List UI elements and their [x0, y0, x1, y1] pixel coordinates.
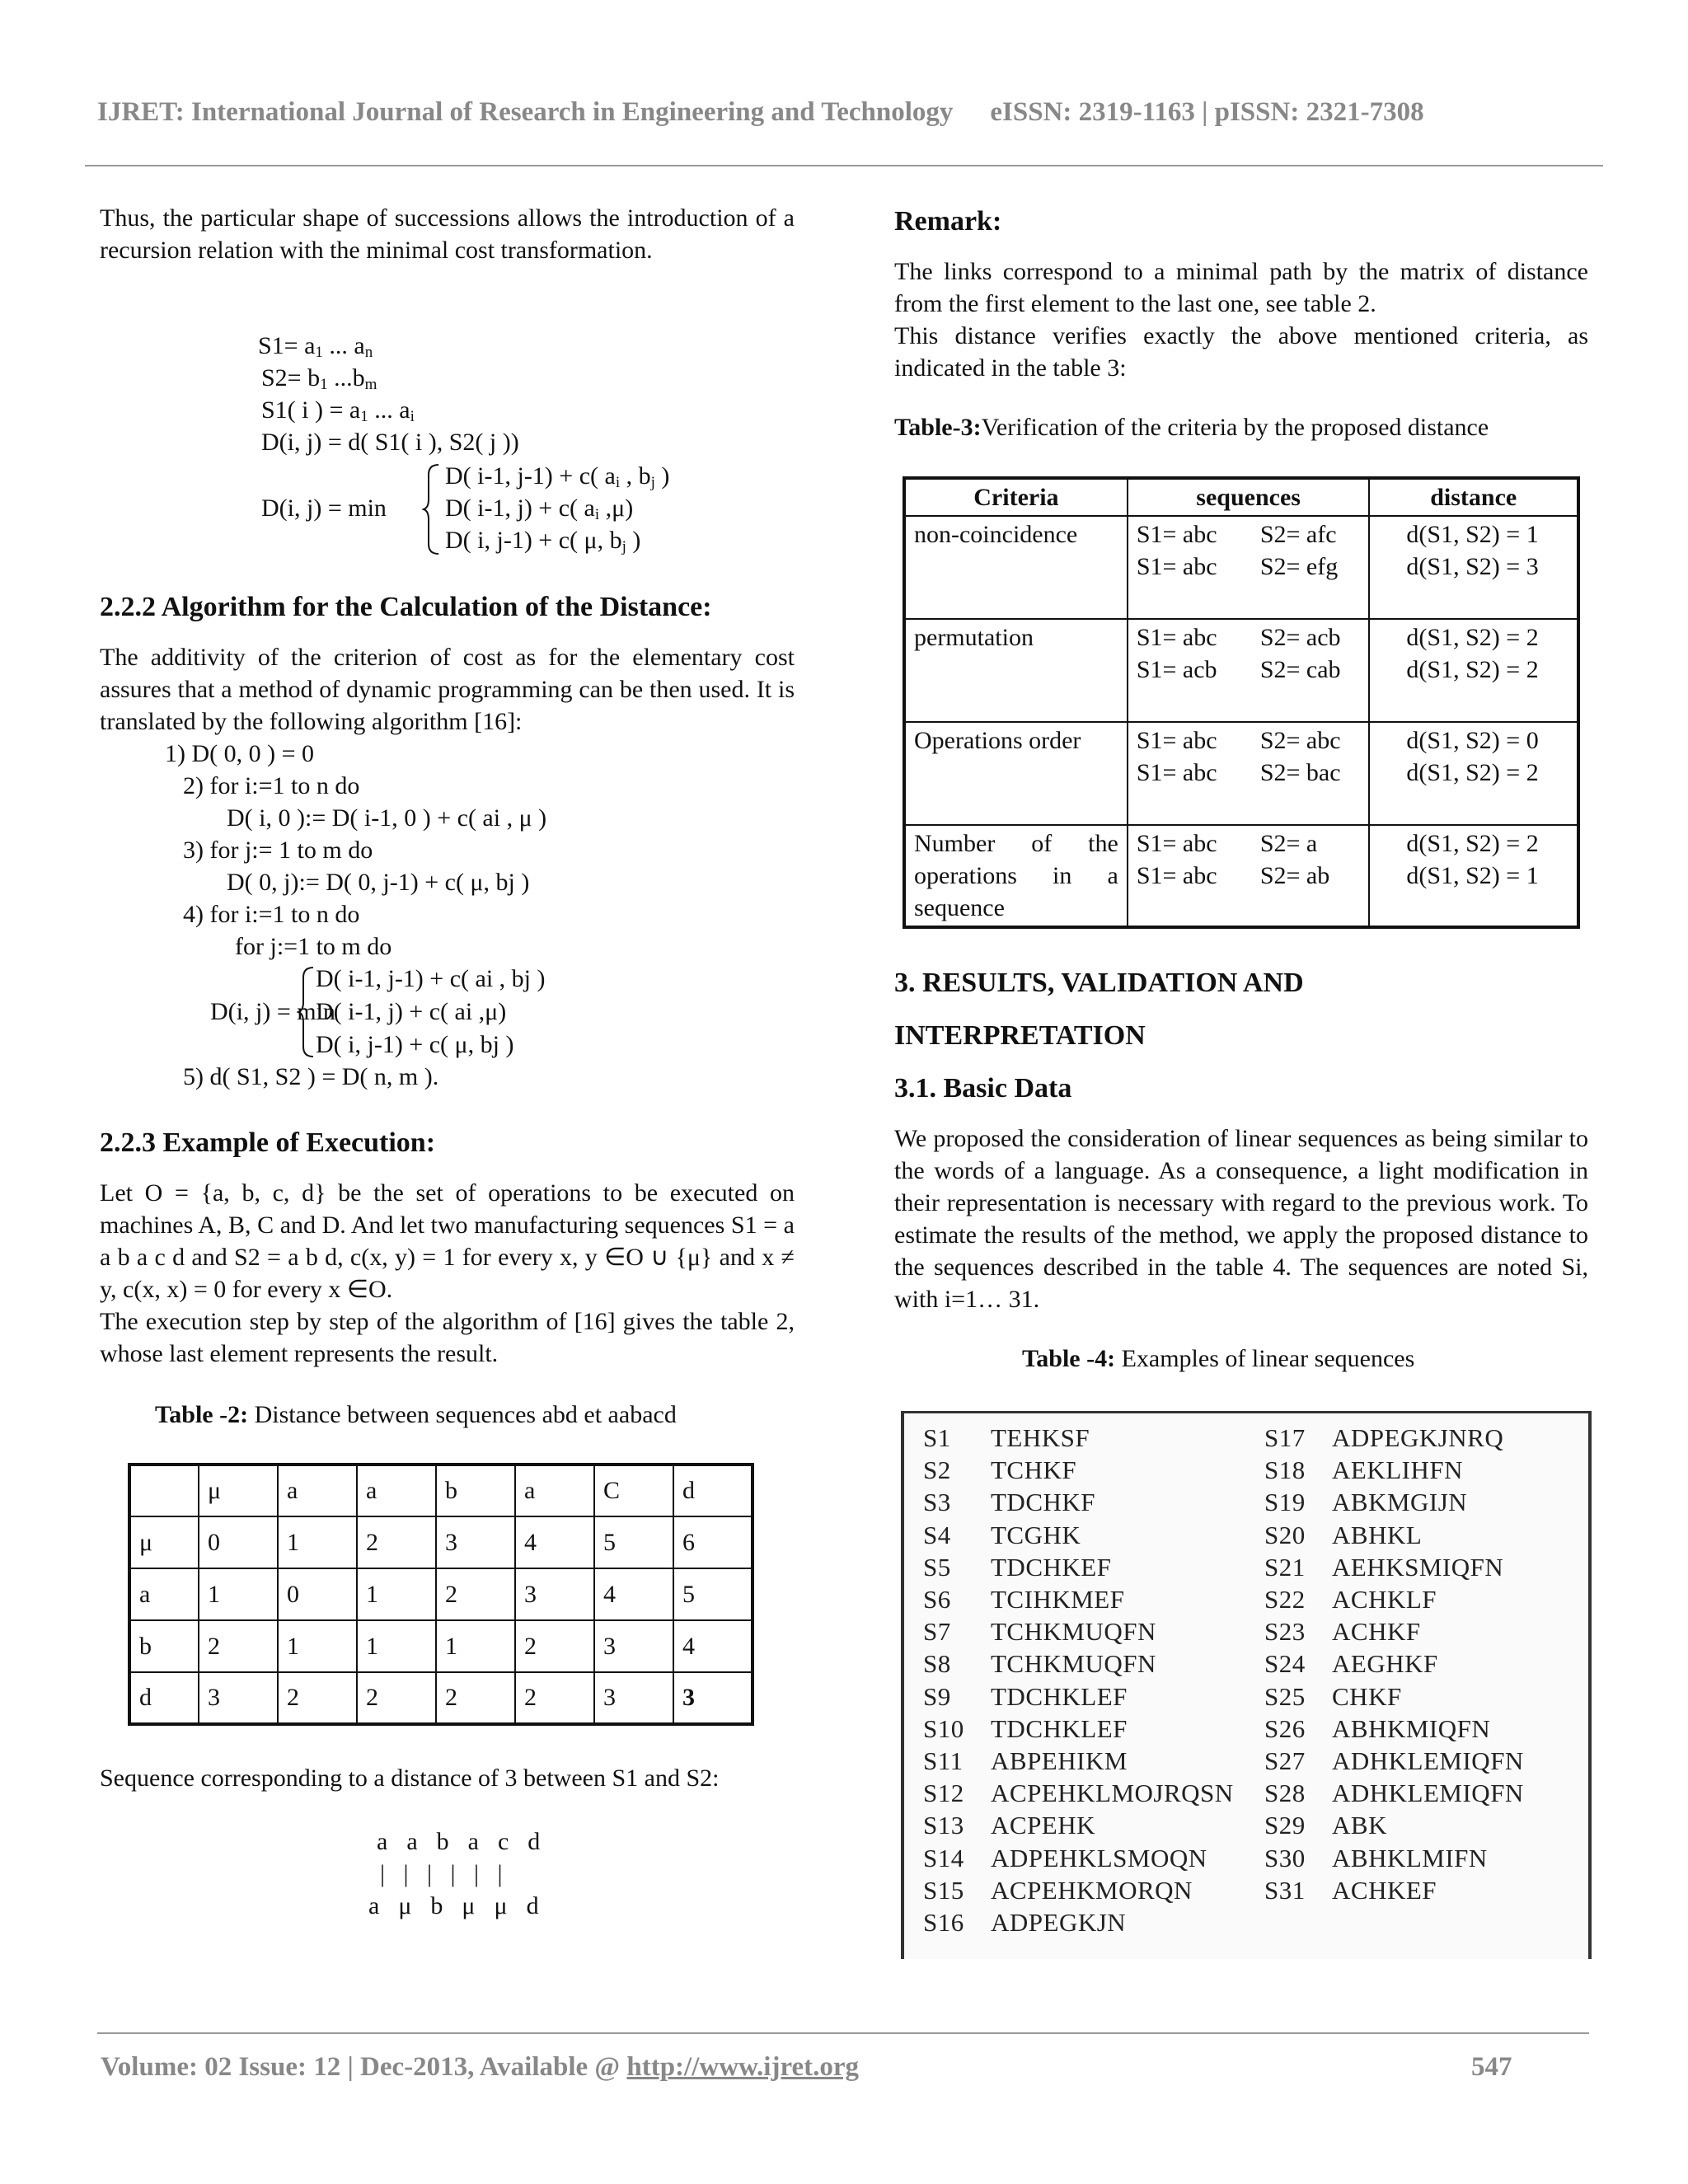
section-2-2-3-text: Let O = {a, b, c, d} be the set of operations to be executed on machines A, B, C and D. And let two manufacturing sequences S1 = a a b a c d and S2 = a b d, c(x, y) = 1 for every x, y ∈O ∪ {μ} and x ≠ y, c(x, x) = 0 for every x ∈O. — [100, 1179, 795, 1303]
list-item: S2 TCHKF — [923, 1455, 1077, 1485]
list-item: S1 TEHKSF — [923, 1423, 1090, 1452]
table-cell: 3 — [594, 1620, 673, 1672]
remark-heading: Remark: — [894, 206, 1002, 237]
list-item: S28 ADHKLEMIQFN — [1264, 1779, 1524, 1808]
table-cell: 5 — [673, 1568, 753, 1620]
journal-title: IJRET: International Journal of Research in Engineering and Technology — [97, 97, 954, 127]
left-brace-1 — [422, 462, 442, 557]
table-row — [129, 1672, 753, 1724]
list-item: S6 TCIHKMEF — [923, 1585, 1125, 1615]
table-cell: 3 — [199, 1672, 278, 1724]
distance-cell: d(S1, S2) = 0 d(S1, S2) = 2 — [1369, 722, 1578, 825]
eq-rec-1: D( i-1, j-1) + c( $a_i$ , $b_j$ ) — [445, 462, 670, 491]
table-row — [904, 722, 1578, 825]
alignment-bottom: a μ b μ μ d — [368, 1892, 539, 1919]
table-cell: 2 — [515, 1672, 594, 1724]
algo-line-10: D( i, j-1) + c( μ, bj ) — [316, 1031, 514, 1058]
table-cell: 1 — [357, 1620, 436, 1672]
list-item: S17 ADPEGKJNRQ — [1264, 1423, 1504, 1452]
list-item: S27 ADHKLEMIQFN — [1264, 1746, 1524, 1776]
table-cell: 1 — [357, 1568, 436, 1620]
list-item: S11 ABPEHIKM — [923, 1746, 1128, 1776]
table-cell: 2 — [278, 1672, 357, 1724]
sequence-list-right — [1264, 1422, 1524, 1906]
table-cell: 2 — [357, 1672, 436, 1724]
list-item: S13 ACPEHK — [923, 1811, 1096, 1840]
table-cell: a — [129, 1568, 199, 1620]
running-header — [97, 97, 1424, 128]
list-item: S3 TDCHKF — [923, 1488, 1096, 1517]
sequences-header: sequences — [1128, 478, 1370, 516]
section-2-2-2-text: The additivity of the criterion of cost as for the elementary cost assures that a method of dynamic programming can be then used. It is translated by the following algorithm [16]: — [100, 644, 795, 735]
table-cell: 2 — [515, 1620, 594, 1672]
list-item: S23 ACHKF — [1264, 1617, 1421, 1647]
sequence-caption: Sequence corresponding to a distance of 3 between S1 and S2: — [100, 1765, 720, 1792]
eq-s1: $S1= a_1$ ... $a_n$ — [258, 332, 373, 361]
table-cell: b — [129, 1620, 199, 1672]
sequences-cell: S1= abc S2= acb S1= acb S2= cab — [1128, 619, 1370, 722]
list-item: S22 ACHKLF — [1264, 1585, 1437, 1615]
table-cell: 0 — [199, 1516, 278, 1568]
distance-header: distance — [1369, 478, 1578, 516]
algo-line-3: D( i, 0 ):= D( i-1, 0 ) + c( ai , μ ) — [227, 804, 547, 832]
table-cell: 6 — [673, 1516, 753, 1568]
table-cell: 4 — [594, 1568, 673, 1620]
sequence-list-image — [901, 1411, 1592, 1959]
table-cell: 3 — [673, 1672, 753, 1724]
list-item: S19 ABKMGIJN — [1264, 1488, 1468, 1517]
table3-caption: Table-3:Verification of the criteria by the proposed distance — [894, 414, 1489, 441]
table-cell: 1 — [278, 1516, 357, 1568]
algo-line-5: D( 0, j):= D( 0, j-1) + c( μ, bj ) — [227, 869, 530, 896]
section-2-2-3-text-2: The execution step by step of the algorithm of [16] gives the table 2, whose last element represents the result. — [100, 1308, 795, 1367]
distance-cell: d(S1, S2) = 2 d(S1, S2) = 1 — [1369, 825, 1578, 927]
intro-paragraph: Thus, the particular shape of successions allows the introduction of a recursion relation with the minimal cost transformation. — [100, 204, 795, 264]
table4-caption: Table -4: Examples of linear sequences — [1022, 1345, 1415, 1372]
criteria-header: Criteria — [904, 478, 1128, 516]
criteria-cell: Number of the operations in a sequence — [904, 825, 1128, 927]
table-cell: 1 — [278, 1620, 357, 1672]
list-item: S18 AEKLIHFN — [1264, 1455, 1463, 1485]
eq-s1i: S1( i ) = $a_1$ ... $a_i$ — [261, 396, 415, 425]
section-2-2-2-heading: 2.2.2 Algorithm for the Calculation of the Distance: — [100, 592, 712, 622]
algo-line-1: 1) D( 0, 0 ) = 0 — [165, 740, 315, 767]
alignment-top: a a b a c d — [377, 1828, 541, 1855]
table-row — [129, 1516, 753, 1568]
table-cell: a — [357, 1465, 436, 1516]
remark-text: The links correspond to a minimal path by the matrix of distance from the first element to the last one, see table 2. — [894, 258, 1588, 317]
table-cell: 3 — [594, 1672, 673, 1724]
remark-text-2: This distance verifies exactly the above mentioned criteria, as indicated in the table 3: — [894, 322, 1588, 382]
algo-line-2: 2) for i:=1 to n do — [183, 772, 360, 799]
table-cell: 2 — [436, 1672, 515, 1724]
table-row — [904, 619, 1578, 722]
table-cell: b — [436, 1465, 515, 1516]
distance-table — [128, 1463, 754, 1726]
section-3-heading-line2: INTERPRETATION — [894, 1020, 1146, 1051]
algo-line-9: D( i-1, j) + c( ai ,μ) — [316, 998, 507, 1025]
table-cell: 3 — [436, 1516, 515, 1568]
table-cell: a — [278, 1465, 357, 1516]
list-item: S8 TCHKMUQFN — [923, 1649, 1156, 1679]
list-item: S15 ACPEHKMORQN — [923, 1875, 1193, 1905]
section-2-2-3-heading: 2.2.3 Example of Execution: — [100, 1127, 436, 1158]
algo-line-8: D( i-1, j-1) + c( ai , bj ) — [316, 965, 546, 992]
header-rule — [85, 165, 1603, 166]
journal-link[interactable]: http://www.ijret.org — [626, 2052, 860, 2082]
table-cell — [129, 1465, 199, 1516]
table-cell: d — [673, 1465, 753, 1516]
table-row — [904, 825, 1578, 927]
table-row — [904, 516, 1578, 619]
distance-cell: d(S1, S2) = 2 d(S1, S2) = 2 — [1369, 619, 1578, 722]
table-cell: 2 — [357, 1516, 436, 1568]
table-cell: 3 — [515, 1568, 594, 1620]
table-cell: a — [515, 1465, 594, 1516]
eq-lhs: D(i, j) = min — [261, 494, 387, 522]
issn: eISSN: 2319-1163 | pISSN: 2321-7308 — [990, 97, 1424, 127]
sequences-cell: S1= abc S2= afc S1= abc S2= efg — [1128, 516, 1370, 619]
section-3-1-heading: 3.1. Basic Data — [894, 1073, 1072, 1104]
list-item: S5 TDCHKEF — [923, 1552, 1112, 1582]
table2-caption: Table -2: Distance between sequences abd et aabacd — [155, 1401, 677, 1428]
criteria-cell: Operations order — [904, 722, 1128, 825]
section-3-1-text: We proposed the consideration of linear sequences as being similar to the words of a language. As a consequence, a light modification in their representation is necessary with regard to the previous work. To estimate the results of the method, we apply the proposed distance to the sequences described in the table 4. The sequences are noted Si, with i=1… 31. — [894, 1125, 1588, 1313]
eq-s2: $S2= b_1$ $...b_m$ — [261, 364, 377, 393]
criteria-table — [903, 476, 1580, 929]
table-row — [129, 1568, 753, 1620]
sequence-list-left — [923, 1422, 1234, 1938]
algo-line-7: for j:=1 to m do — [235, 933, 392, 960]
alignment-links: | | | | | | — [380, 1860, 503, 1887]
list-item: S7 TCHKMUQFN — [923, 1617, 1156, 1647]
list-item: S31 ACHKEF — [1264, 1875, 1437, 1905]
table-cell: C — [594, 1465, 673, 1516]
footer-rule — [97, 2032, 1589, 2034]
section-3-heading-line1: 3. RESULTS, VALIDATION AND — [894, 968, 1304, 998]
table-cell: d — [129, 1672, 199, 1724]
list-item: S21 AEHKSMIQFN — [1264, 1552, 1504, 1582]
table-cell: 4 — [515, 1516, 594, 1568]
algo-line-4: 3) for j:= 1 to m do — [183, 837, 373, 864]
list-item: S29 ABK — [1264, 1811, 1387, 1840]
table-cell: 0 — [278, 1568, 357, 1620]
list-item: S26 ABHKMIQFN — [1264, 1713, 1491, 1743]
table-cell: μ — [199, 1465, 278, 1516]
list-item: S9 TDCHKLEF — [923, 1681, 1128, 1711]
list-item: S12 ACPEHKLMOJRQSN — [923, 1779, 1234, 1808]
list-item: S14 ADPEHKLSMOQN — [923, 1843, 1207, 1872]
distance-cell: d(S1, S2) = 1 d(S1, S2) = 3 — [1369, 516, 1578, 619]
eq-rec-3: D( i, j-1) + c( μ, $b_j$ ) — [445, 527, 641, 555]
list-item: S24 AEGHKF — [1264, 1649, 1438, 1679]
table-cell: 1 — [436, 1620, 515, 1672]
table-row — [129, 1620, 753, 1672]
algo-line-6: 4) for i:=1 to n do — [183, 901, 360, 928]
table-cell: μ — [129, 1516, 199, 1568]
table-row — [129, 1465, 753, 1516]
list-item: S10 TDCHKLEF — [923, 1713, 1128, 1743]
eq-rec-2: D( i-1, j) + c( $a_i$ ,μ) — [445, 494, 634, 523]
sequences-cell: S1= abc S2= abc S1= abc S2= bac — [1128, 722, 1370, 825]
eq-dij: D(i, j) = d( S1( i ), S2( j )) — [261, 429, 519, 456]
criteria-cell: non-coincidence — [904, 516, 1128, 619]
algo-line-9-lhs: D(i, j) = min — [210, 998, 335, 1025]
sequences-cell: S1= abc S2= a S1= abc S2= ab — [1128, 825, 1370, 927]
table-cell: 1 — [199, 1568, 278, 1620]
running-footer: Volume: 02 Issue: 12 | Dec-2013, Available @ http://www.ijret.org — [101, 2052, 860, 2082]
algo-line-11: 5) d( S1, S2 ) = D( n, m ). — [183, 1063, 439, 1090]
page-number: 547 — [1471, 2052, 1512, 2082]
list-item: S25 CHKF — [1264, 1681, 1402, 1711]
list-item: S30 ABHKLMIFN — [1264, 1843, 1488, 1872]
list-item: S4 TCGHK — [923, 1520, 1081, 1549]
table-cell: 4 — [673, 1620, 753, 1672]
criteria-cell: permutation — [904, 619, 1128, 722]
table-cell: 2 — [199, 1620, 278, 1672]
list-item: S16 ADPEGKJN — [923, 1908, 1127, 1938]
list-item: S20 ABHKL — [1264, 1520, 1423, 1549]
table-cell: 5 — [594, 1516, 673, 1568]
table-cell: 2 — [436, 1568, 515, 1620]
